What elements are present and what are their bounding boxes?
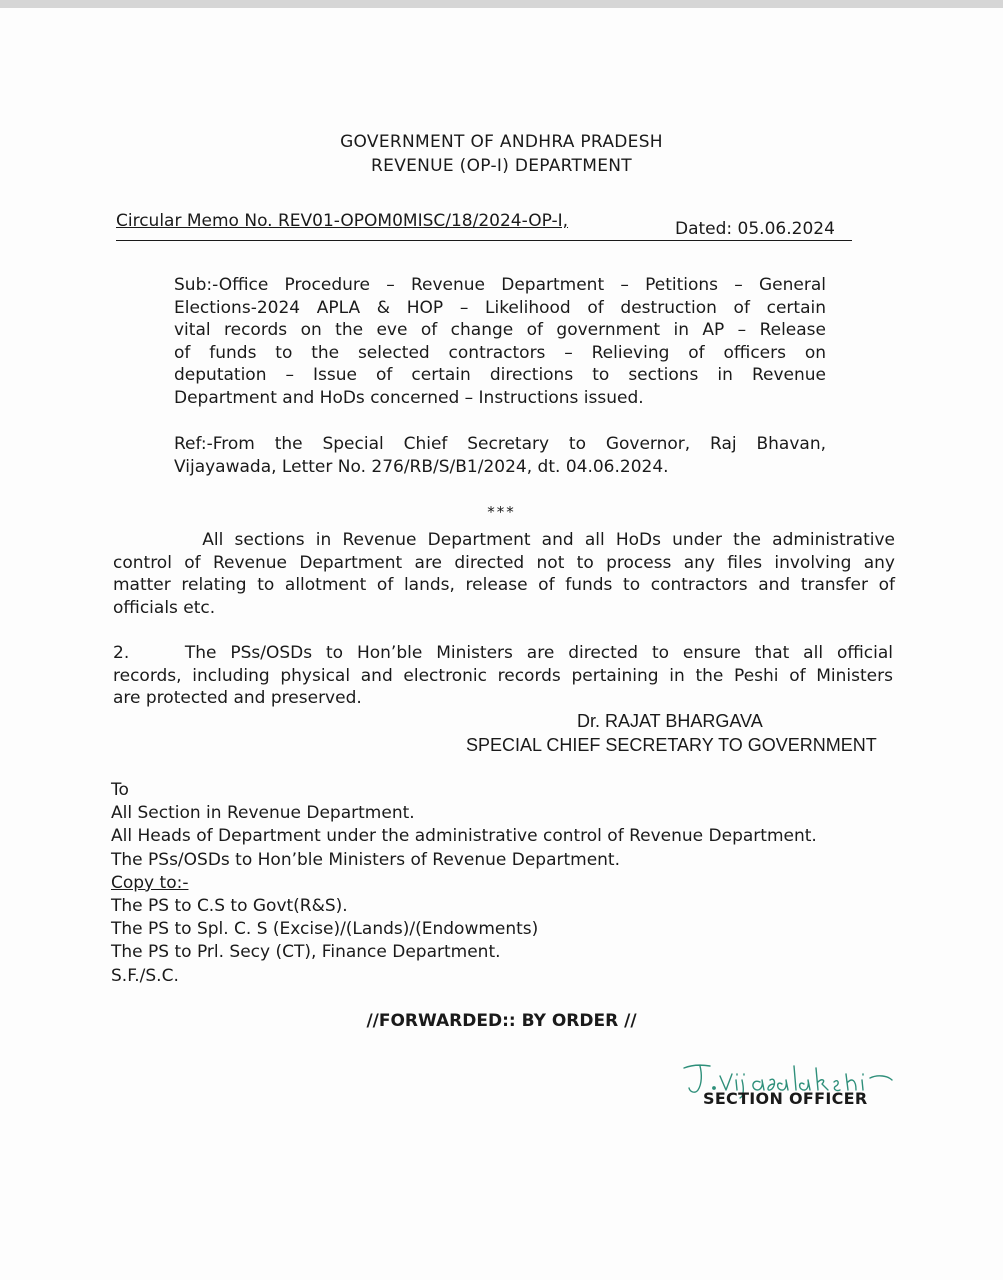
- copy-item: The PS to Spl. C. S (Excise)/(Lands)/(Endowments): [111, 919, 539, 940]
- body-line: All sections in Revenue Department and all HoDs under the administrative: [113, 530, 895, 550]
- reference-line: Ref:-From the Special Chief Secretary to Governor, Raj Bhavan,: [174, 434, 826, 454]
- subject-line: of funds to the selected contractors – Relieving of officers on: [174, 342, 826, 363]
- body-line: officials etc.: [113, 597, 216, 618]
- department-heading: REVENUE (OP-I) DEPARTMENT: [371, 156, 632, 176]
- government-heading: GOVERNMENT OF ANDHRA PRADESH: [340, 132, 663, 152]
- copy-item: The PS to C.S to Govt(R&S).: [111, 896, 348, 917]
- subject-line: Elections-2024 APLA & HOP – Likelihood of destruction of certain: [174, 297, 826, 318]
- recipients-block: [111, 779, 817, 988]
- subject-line: vital records on the eve of change of government in AP – Release: [174, 320, 826, 340]
- reference-line: Vijayawada, Letter No. 276/RB/S/B1/2024, dt. 04.06.2024.: [174, 456, 669, 477]
- reference-block: [174, 433, 826, 478]
- body-line: matter relating to allotment of lands, release of funds to contractors and transfer of: [113, 575, 895, 595]
- subject-line: deputation – Issue of certain directions to sections in Revenue: [174, 365, 826, 385]
- body-line: are protected and preserved.: [113, 688, 362, 708]
- top-bar: [0, 0, 1003, 8]
- subject-line: Department and HoDs concerned – Instructions issued.: [174, 387, 644, 408]
- signatory-name: Dr. RAJAT BHARGAVA: [577, 711, 763, 731]
- recipient-item: All Section in Revenue Department.: [111, 803, 415, 824]
- memo-underline: [116, 240, 852, 241]
- forwarded-by-order: //FORWARDED:: BY ORDER //: [366, 1011, 637, 1031]
- body-paragraph-1: [113, 529, 895, 619]
- copy-to-label: Copy to:-: [111, 872, 189, 893]
- memo-date: Dated: 05.06.2024: [675, 219, 835, 239]
- copy-item: S.F./S.C.: [111, 965, 179, 986]
- section-officer: SECTION OFFICER: [703, 1089, 868, 1108]
- copy-item: The PS to Prl. Secy (CT), Finance Department.: [111, 942, 501, 963]
- recipient-item: The PSs/OSDs to Hon’ble Ministers of Revenue Department.: [111, 849, 621, 870]
- memo-number: Circular Memo No. REV01-OPOM0MISC/18/2024-OP-I,: [116, 211, 569, 231]
- body-line: records, including physical and electronic records pertaining in the Peshi of Ministers: [113, 665, 893, 686]
- subject-line: Sub:-Office Procedure – Revenue Department – Petitions – General: [174, 275, 826, 295]
- body-paragraph-2: [113, 642, 893, 710]
- body-line: control of Revenue Department are directed not to process any files involving any: [113, 552, 895, 573]
- body-line: 2. The PSs/OSDs to Hon’ble Ministers are directed to ensure that all official: [113, 643, 893, 663]
- recipient-item: All Heads of Department under the administrative control of Revenue Department.: [111, 826, 817, 847]
- subject-block: [174, 274, 826, 409]
- to-label: To: [111, 780, 129, 800]
- signatory-title: SPECIAL CHIEF SECRETARY TO GOVERNMENT: [466, 735, 877, 755]
- separator-stars: ***: [487, 503, 516, 521]
